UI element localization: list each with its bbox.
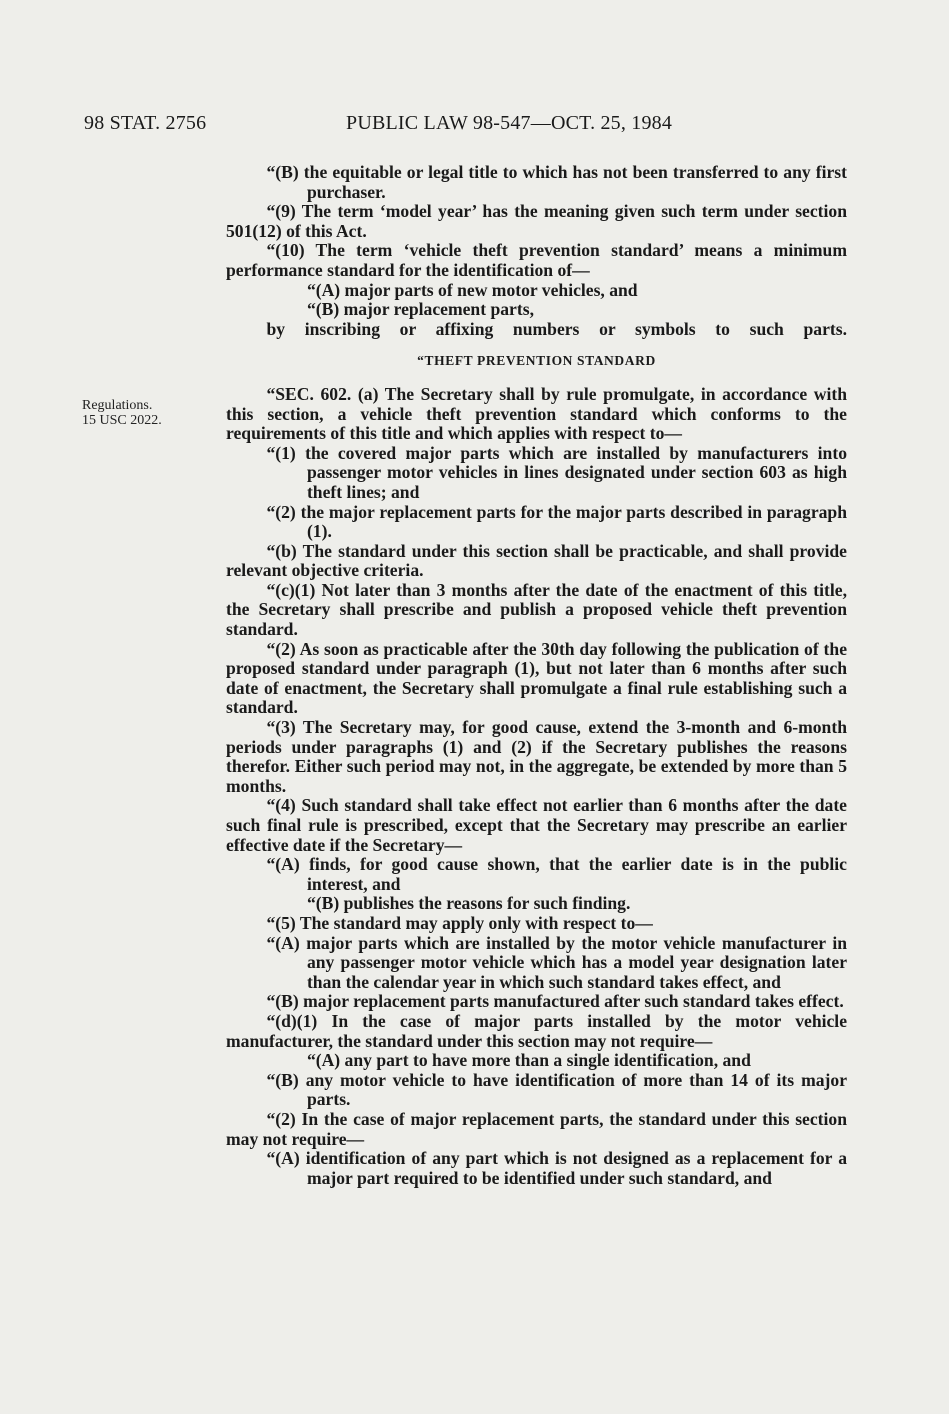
paragraph: “(3) The Secretary may, for good cause, extend the 3-month and 6-month periods under paragraphs (1) and (2) if the Secretary publishes the reasons therefor. Either such period may not, in the aggregate, be extended by more than 5 months. (226, 717, 847, 796)
paragraph: by inscribing or affixing numbers or symbols to such parts. (266, 318, 847, 339)
section-heading: “THEFT PREVENTION STANDARD (417, 353, 656, 369)
margin-note-line: Regulations. (82, 398, 153, 413)
paragraph: “(B) any motor vehicle to have identification of more than 14 of its major parts. (266, 1069, 847, 1110)
paragraph: “(10) The term ‘vehicle theft prevention standard’ means a minimum performance standard for the identification of— (226, 240, 847, 280)
paragraph: “(9) The term ‘model year’ has the meaning given such term under section 501(12) of this Act. (226, 201, 847, 241)
paragraph: “SEC. 602. (a) The Secretary shall by rule promulgate, in accordance with this section, a vehicle theft prevention standard which conforms to the requirements of this title and which applies with respect to— (226, 383, 847, 444)
paragraph: “(B) major replacement parts, (306, 299, 534, 320)
paragraph: “(B) the equitable or legal title to which has not been transferred to any first purchaser. (266, 162, 847, 202)
paragraph: “(2) In the case of major replacement parts, the standard under this section may not require— (226, 1108, 847, 1149)
paragraph: “(B) publishes the reasons for such finding. (306, 893, 631, 914)
law-title: PUBLIC LAW 98-547—OCT. 25, 1984 (346, 112, 673, 134)
paragraph: “(A) any part to have more than a single identification, and (306, 1050, 751, 1071)
paragraph: “(b) The standard under this section shall be practicable, and shall provide relevant objective criteria. (226, 540, 847, 581)
paragraph: “(c)(1) Not later than 3 months after the date of the enactment of this title, the Secretary shall prescribe and publish a proposed vehicle theft prevention standard. (226, 579, 847, 640)
paragraph: “(5) The standard may apply only with respect to— (266, 912, 653, 933)
statute-reference: 98 STAT. 2756 (84, 112, 207, 134)
paragraph: “(A) major parts which are installed by the motor vehicle manufacturer in any passenger motor vehicle which has a model year designation later than the calendar year in which such standard takes effect, and (266, 932, 847, 992)
paragraph: “(2) As soon as practicable after the 30th day following the publication of the proposed standard under paragraph (1), but not later than 6 months after such date of enactment, the Secretary shall promulgate a final rule establishing such a standard. (226, 638, 847, 718)
margin-note-line: 15 USC 2022. (82, 413, 162, 428)
paragraph: “(4) Such standard shall take effect not earlier than 6 months after the date such final rule is prescribed, except that the Secretary may prescribe an earlier effective date if the Secretary— (226, 795, 847, 855)
paragraph: “(A) major parts of new motor vehicles, and (306, 279, 638, 300)
paragraph: “(d)(1) In the case of major parts installed by the motor vehicle manufacturer, the standard under this section may not require— (226, 1010, 847, 1051)
paragraph: “(2) the major replacement parts for the major parts described in paragraph (1). (266, 501, 847, 542)
paragraph: “(1) the covered major parts which are installed by manufacturers into passenger motor vehicles in lines designated under section 603 as high theft lines; and (266, 442, 847, 502)
paragraph: “(A) finds, for good cause shown, that the earlier date is in the public interest, and (266, 854, 847, 894)
paragraph: “(B) major replacement parts manufactured after such standard takes effect. (266, 991, 844, 1012)
margin-note (82, 398, 162, 428)
document-body (226, 163, 847, 1188)
paragraph: “(A) identification of any part which is not designed as a replacement for a major part required to be identified under such standard, and (266, 1148, 847, 1188)
